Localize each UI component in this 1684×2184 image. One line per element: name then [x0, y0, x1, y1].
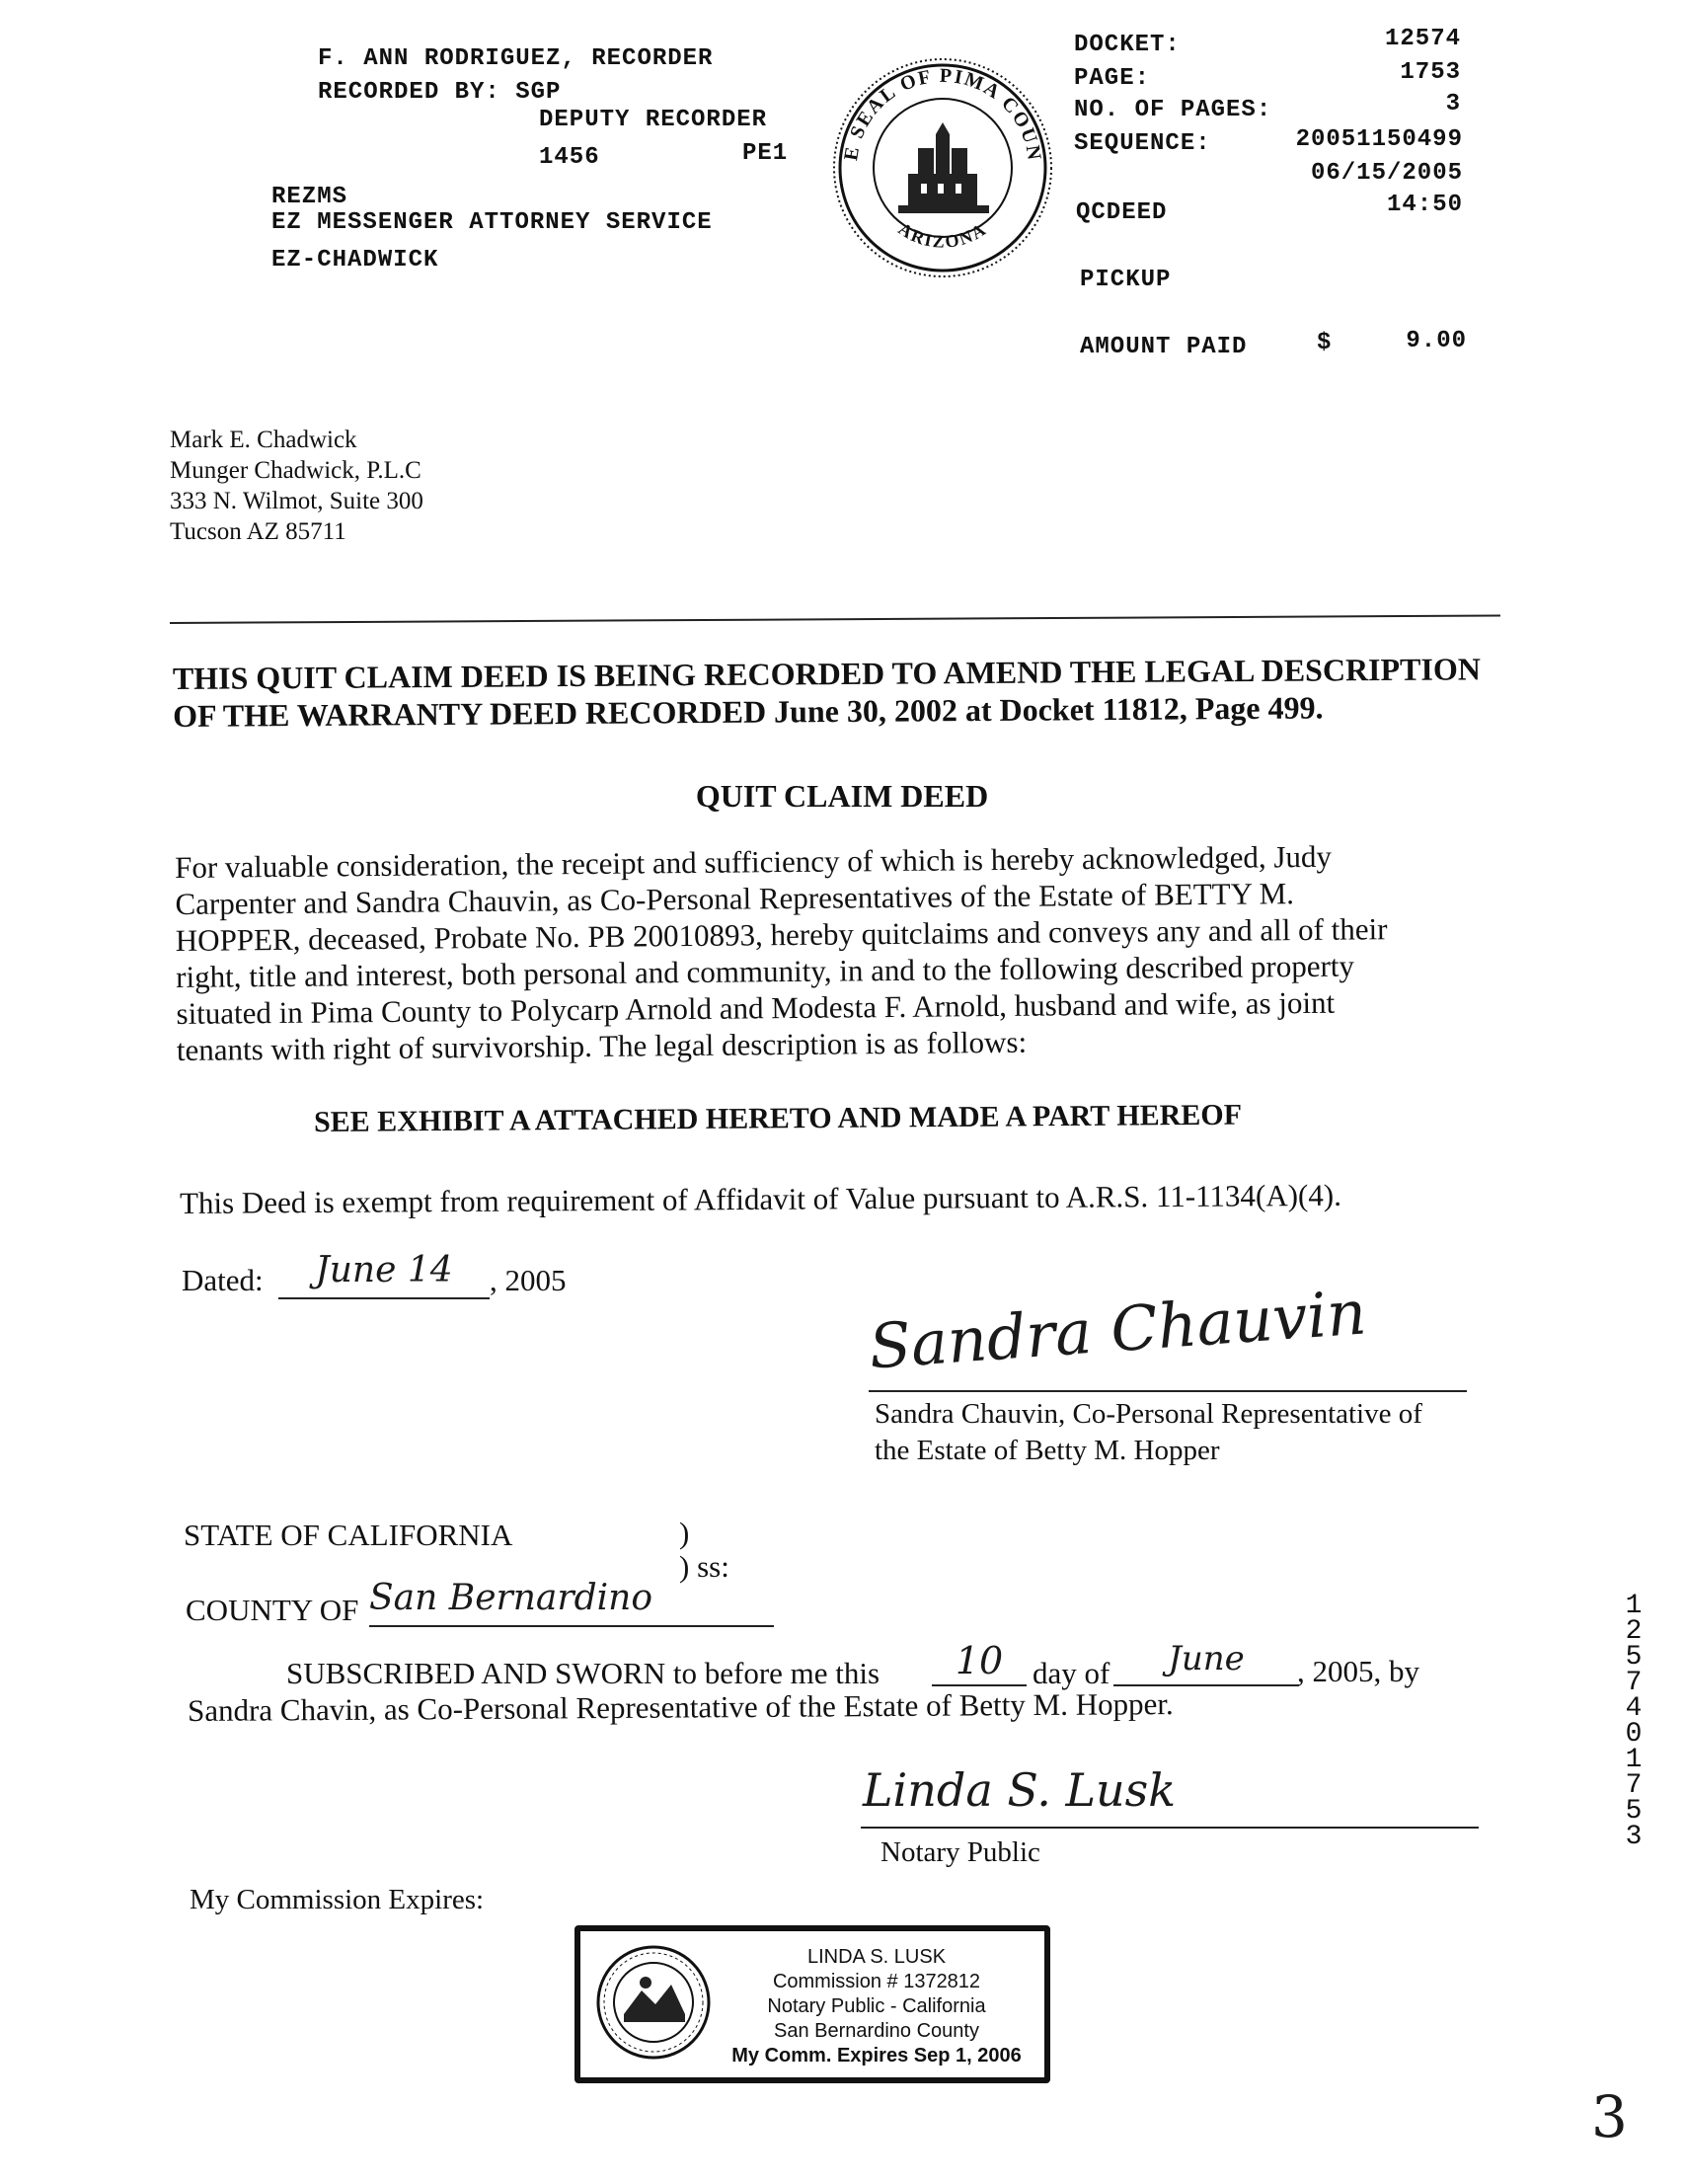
seal-top-text: E SEAL OF PIMA COUN: [840, 64, 1046, 164]
deed-body: [175, 837, 1389, 1068]
stamp-title: Notary Public - California: [767, 1995, 986, 2017]
sworn-month-handwritten: June: [1113, 1639, 1299, 1686]
commission-label: My Commission Expires:: [190, 1884, 485, 1915]
notice-line-2: OF THE WARRANTY DEED RECORDED June 30, 2002 at Docket 11812, Page 499.: [173, 689, 1324, 734]
exempt-line: This Deed is exempt from requirement of Affidavit of Value pursuant to A.R.S. 11-1134(A)(4).: [179, 1177, 1342, 1220]
document-title: QUIT CLAIM DEED: [695, 778, 989, 814]
notary-stamp-text: [719, 1945, 1034, 2068]
pima-county-seal: [827, 57, 1058, 278]
signature-caption: [875, 1396, 1422, 1469]
svg-text:ARIZONA: [895, 218, 991, 251]
signature-caption-1: Sandra Chauvin, Co-Personal Representative of: [875, 1398, 1422, 1430]
county-handwritten: San Bernardino: [369, 1578, 774, 1627]
notary-caption: Notary Public: [880, 1836, 1040, 1868]
state-line: STATE OF CALIFORNIA: [184, 1518, 513, 1552]
return-firm: Munger Chadwick, P.L.C: [170, 457, 421, 484]
amount-value: 9.00: [1406, 328, 1467, 354]
signature-line: [869, 1390, 1467, 1392]
sworn-suffix: , 2005, by: [1297, 1654, 1419, 1688]
docket-label: DOCKET:: [1074, 32, 1181, 58]
rezms-code: REZMS: [271, 184, 348, 210]
sworn-day-handwritten: 10: [932, 1639, 1027, 1686]
amount-paid-label: AMOUNT PAID: [1080, 334, 1248, 360]
dated-label: Dated:: [182, 1263, 264, 1297]
amendment-notice: [173, 650, 1482, 735]
stamp-name: LINDA S. LUSK: [806, 1946, 947, 1968]
dated-handwritten: June 14: [278, 1250, 490, 1299]
notary-signature-line: [861, 1827, 1479, 1829]
recorder-name: F. ANN RODRIGUEZ, RECORDER: [318, 45, 714, 72]
seal-graphic: [827, 57, 1058, 278]
signature-caption-2: the Estate of Betty M. Hopper: [875, 1435, 1220, 1466]
deed-type: QCDEED: [1076, 199, 1168, 226]
messenger-code: EZ-CHADWICK: [271, 247, 439, 273]
sworn-line-2: Sandra Chavin, as Co-Personal Representative of the Estate of Betty M. Hopper.: [187, 1686, 1174, 1728]
seal-bottom-text: ARIZONA: [894, 218, 991, 252]
margin-docket-stamp: 12574 01753: [1625, 1591, 1643, 1852]
sworn-prefix: SUBSCRIBED AND SWORN to before me this: [286, 1656, 880, 1690]
recorded-by: RECORDED BY: SGP: [318, 79, 562, 106]
return-city: Tucson AZ 85711: [170, 518, 346, 545]
return-name: Mark E. Chadwick: [170, 427, 357, 453]
page-label: PAGE:: [1074, 65, 1151, 92]
body-line-1: For valuable consideration, the receipt and sufficiency of which is hereby acknowledged, Judy: [174, 838, 1333, 886]
recorder-code-left: 1456: [539, 144, 600, 171]
num-pages-label: NO. OF PAGES:: [1074, 97, 1272, 123]
notary-signature: Linda S. Lusk: [863, 1763, 1177, 1817]
num-pages-value: 3: [1445, 91, 1461, 117]
dated-year: , 2005: [490, 1263, 567, 1297]
return-address: [170, 425, 423, 547]
exhibit-line: SEE EXHIBIT A ATTACHED HERETO AND MADE A PART HEREOF: [313, 1098, 1243, 1138]
return-street: 333 N. Wilmot, Suite 300: [170, 488, 423, 514]
sequence-label: SEQUENCE:: [1074, 130, 1211, 157]
body-line-6: tenants with right of survivorship. The legal description is as follows:: [176, 1024, 1028, 1067]
body-line-4: right, title and interest, both personal and community, in and to the following described property: [176, 948, 1355, 994]
amount-currency: $: [1317, 330, 1333, 356]
page-value: 1753: [1400, 59, 1461, 86]
paren-ss: ) ss:: [679, 1549, 729, 1584]
separator-line: [170, 614, 1500, 624]
stamp-county: San Bernardino County: [774, 2020, 979, 2042]
county-label: COUNTY OF: [186, 1593, 359, 1627]
deputy-recorder: DEPUTY RECORDER: [539, 107, 768, 133]
notary-stamp: [574, 1925, 1050, 2083]
paren-top: ): [679, 1516, 690, 1550]
docket-value: 12574: [1384, 26, 1461, 52]
page-number-mark: 3: [1591, 2083, 1628, 2150]
stamp-commission: Commission # 1372812: [772, 1971, 981, 1992]
body-line-5: situated in Pima County to Polycarp Arnold and Modesta F. Arnold, husband and wife, as joint: [176, 984, 1336, 1031]
recorded-date: 06/15/2005: [1310, 160, 1463, 187]
notary-seal-icon: [594, 1943, 713, 2062]
notice-line-1: THIS QUIT CLAIM DEED IS BEING RECORDED TO AMEND THE LEGAL DESCRIPTION: [172, 651, 1482, 696]
pickup-label: PICKUP: [1080, 267, 1172, 293]
sworn-day-label: day of: [1033, 1656, 1110, 1690]
body-line-3: HOPPER, deceased, Probate No. PB 20010893, hereby quitclaims and conveys any and all of their: [175, 911, 1388, 959]
recorder-code-right: PE1: [742, 140, 789, 167]
sequence-value: 20051150499: [1295, 126, 1463, 153]
messenger-service: EZ MESSENGER ATTORNEY SERVICE: [271, 209, 713, 236]
body-line-2: Carpenter and Sandra Chauvin, as Co-Personal Representatives of the Estate of BETTY M.: [175, 876, 1295, 922]
representative-signature: Sandra Chauvin: [867, 1276, 1369, 1383]
stamp-expires: My Comm. Expires Sep 1, 2006: [731, 2045, 1022, 2067]
recorded-time: 14:50: [1386, 192, 1463, 218]
